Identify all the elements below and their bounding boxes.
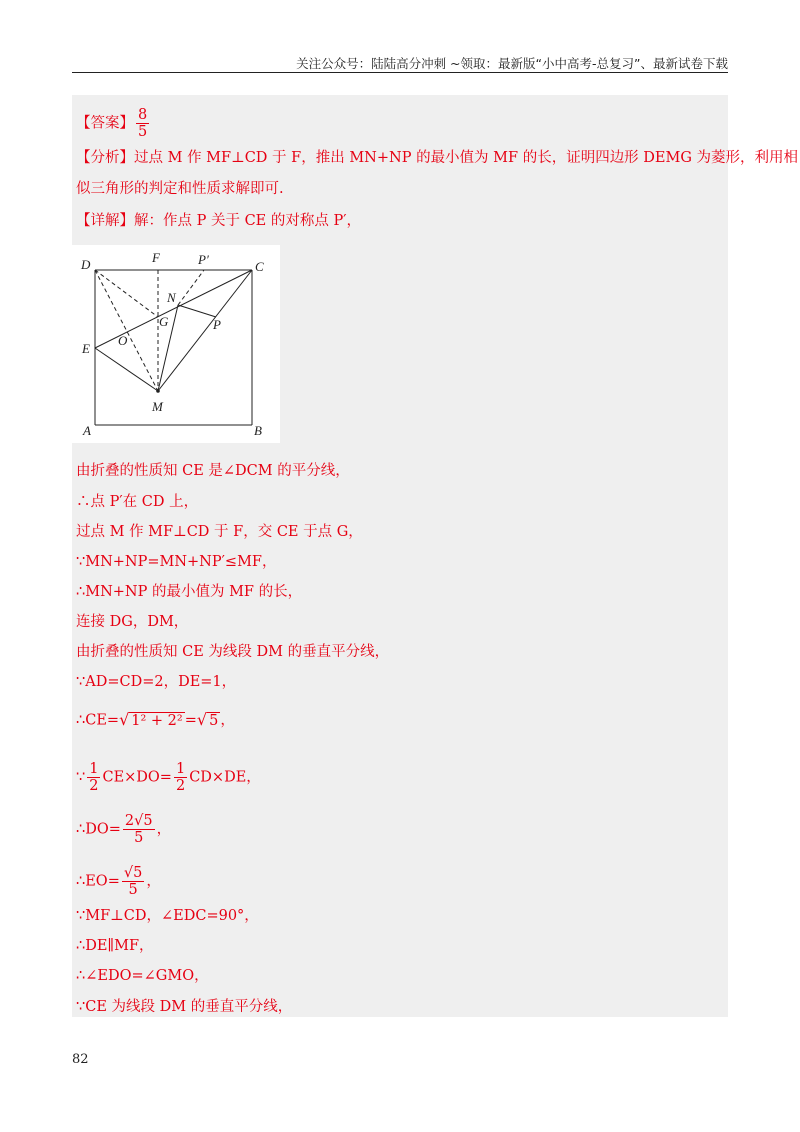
fraction: $\frac{1}{2}$ [89,761,99,794]
label-g: G [159,314,169,329]
step-line: ∵AD=CD=2，DE=1， [76,674,237,690]
label-o: O [118,333,128,348]
analysis-label: 【分析】 [76,150,134,166]
sqrt-expression: √ 5 [196,710,219,729]
analysis-line-1 [76,148,798,168]
label-p-prime: P′ [198,252,209,267]
area-line: ∵ $\frac{1}{2}$ CE×DO= $\frac{1}{2}$ CD×DE， [76,761,261,794]
answer-fraction: $\frac{8}{5}$ [138,107,148,140]
detail-line [76,211,361,231]
segment-em [95,348,158,391]
label-b: B [254,423,262,438]
detail-label: 【详解】 [76,213,134,229]
label-m: M [152,399,163,414]
analysis-text-1: 过点 M 作 MF⊥CD 于 F，推出 MN+NP 的最小值为 MF 的长，证明四边形 DEMG 为菱形，利用相 [134,150,799,166]
fraction: $\frac{√5}{5}$ [123,865,143,898]
segment-dm-dashed [95,270,158,391]
solution-panel [72,95,799,1017]
analysis-line-2 [76,179,284,199]
sqrt-expression: √ 1² + 2² [119,710,183,729]
fraction: $\frac{1}{2}$ [175,761,186,794]
label-c: C [255,259,264,274]
label-p: P [213,317,221,332]
tail-line: ∵CE 为线段 DM 的垂直平分线， [76,999,293,1015]
do-line: ∴DO= $\frac{2√5}{5}$ ， [76,813,172,846]
page-number: 82 [72,1052,89,1067]
step-line: ∵MN+NP=MN+NP′≤MF， [76,554,277,570]
header-rule [72,72,728,73]
label-a: A [83,423,91,438]
label-n: N [167,290,176,305]
page-header: 关注公众号：陆陆高分冲刺 ~领取：最新版“小中高考-总复习”、最新试卷下载 [296,56,728,71]
label-e: E [82,341,90,356]
ce-line: ∴CE=√ 1² + 2² =√ 5 ， [76,710,235,729]
tail-line: ∵MF⊥CD，∠EDC=90°， [76,908,259,924]
tail-line: ∴DE∥MF， [76,938,154,954]
segment-dg-dashed [95,270,158,317]
step-line: ∴点 P′在 CD 上， [76,494,199,510]
tail-line: ∴∠EDO=∠GMO， [76,968,209,984]
geometry-figure [72,245,280,443]
label-d: D [81,257,91,272]
step-line: ∴MN+NP 的最小值为 MF 的长， [76,584,303,600]
label-f: F [152,250,160,265]
point-m [156,389,160,393]
fraction: $\frac{2√5}{5}$ [124,813,153,846]
analysis-text-2: 似三角形的判定和性质求解即可. [76,181,284,197]
step-line: 由折叠的性质知 CE 为线段 DM 的垂直平分线， [76,644,390,660]
answer-label: 【答案】 [76,115,134,132]
geometry-diagram [72,245,280,443]
eo-line: ∴EO= $\frac{√5}{5}$ ， [76,865,161,898]
answer-line [76,107,151,140]
step-line: 过点 M 作 MF⊥CD 于 F，交 CE 于点 G， [76,524,363,540]
detail-text: 解：作点 P 关于 CE 的对称点 P′， [134,213,362,229]
step-line: 连接 DG，DM， [76,614,189,630]
step-line: 由折叠的性质知 CE 是∠DCM 的平分线， [76,463,350,479]
segment-np [178,305,216,317]
